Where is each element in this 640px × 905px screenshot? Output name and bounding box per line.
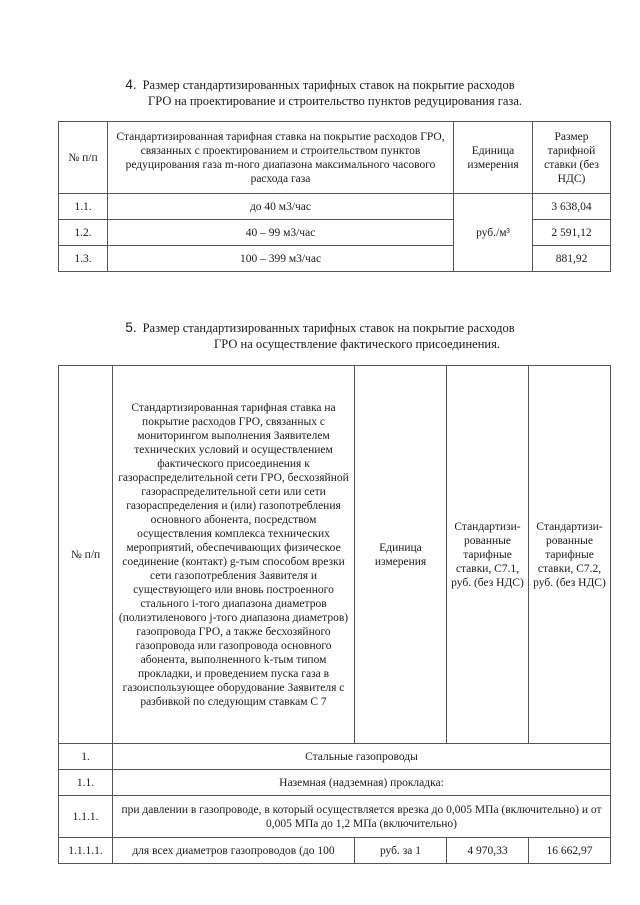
row-section-text: Стальные газопроводы — [113, 744, 611, 770]
header-unit: Единица измерения — [454, 122, 533, 194]
row-num: 1.1. — [59, 770, 113, 796]
header-unit: Единица измерения — [355, 366, 447, 744]
row-value: 2 591,12 — [533, 220, 611, 246]
section-4-title-text: Размер стандартизированных тарифных ставок на покрытие расходов — [142, 78, 515, 92]
row-value: 881,92 — [533, 246, 611, 272]
table-row — [59, 838, 611, 864]
row-num: 1.2. — [59, 220, 108, 246]
row-desc: 100 – 399 м3/час — [108, 246, 454, 272]
section-5-number: 5. — [125, 320, 137, 335]
table-header-row — [59, 122, 611, 194]
table-header-row — [59, 366, 611, 744]
header-size: Размер тарифной ставки (без НДС) — [533, 122, 611, 194]
table-row — [59, 770, 611, 796]
section-5-title-text: Размер стандартизированных тарифных ставок на покрытие расходов — [142, 321, 515, 335]
row-num: 1. — [59, 744, 113, 770]
row-c72: 16 662,97 — [529, 838, 611, 864]
section-5-title-line2: ГРО на осуществление фактического присоединения. — [214, 337, 500, 351]
row-num: 1.1.1. — [59, 796, 113, 838]
row-value: 3 638,04 — [533, 194, 611, 220]
section-4-title — [0, 77, 640, 109]
table-row — [59, 194, 611, 220]
header-c71: Стандартизи-рованные тарифные ставки, С7.1, руб. (без НДС) — [447, 366, 529, 744]
header-num: № п/п — [59, 366, 113, 744]
row-c71: 4 970,33 — [447, 838, 529, 864]
section-4-number: 4. — [125, 77, 137, 92]
row-unit: руб. за 1 — [355, 838, 447, 864]
row-num: 1.1.1.1. — [59, 838, 113, 864]
table-row — [59, 744, 611, 770]
section-5-title — [0, 320, 640, 352]
row-num: 1.3. — [59, 246, 108, 272]
unit-cell: руб./м³ — [454, 194, 533, 272]
section-5-title-line1 — [0, 320, 640, 336]
header-description: Стандартизированная тарифная ставка на покрытие расходов ГРО, связанных с проектированием и строительством пунктов редуцирования газа m-ного диапазона максимального часового расхода газа — [108, 122, 454, 194]
row-desc: 40 – 99 м3/час — [108, 220, 454, 246]
tariff-table-2 — [58, 365, 611, 864]
header-num: № п/п — [59, 122, 108, 194]
row-desc: для всех диаметров газопроводов (до 100 — [113, 838, 355, 864]
row-section-text: Наземная (надземная) прокладка: — [113, 770, 611, 796]
table-row — [59, 796, 611, 838]
section-4-title-line2: ГРО на проектирование и строительство пунктов редуцирования газа. — [147, 94, 522, 108]
tariff-table-1 — [58, 121, 611, 272]
section-4-title-line1 — [0, 77, 640, 93]
row-section-text: при давлении в газопроводе, в который осуществляется врезка до 0,005 МПа (включительно) и от 0,005 МПа до 1,2 МПа (включительно) — [113, 796, 611, 838]
row-num: 1.1. — [59, 194, 108, 220]
header-c72: Стандартизи-рованные тарифные ставки, С7.2, руб. (без НДС) — [529, 366, 611, 744]
row-desc: до 40 м3/час — [108, 194, 454, 220]
header-description: Стандартизированная тарифная ставка на покрытие расходов ГРО, связанных с мониторингом выполнения Заявителем технических условий и осуществлением фактического присоединения к газораспределительной сети ГРО, бесхозяйной газораспределительной сети или сети газораспределения и (или) газопотребления основного абонента, посредством осуществления комплекса технических мероприятий, обеспечивающих физическое соединение (контакт) g-тым способом врезки сети газопотребления Заявителя и существующего или вновь построенного стального i-того диапазона диаметров (полиэтиленового j-того диапазона диаметров) газопровода ГРО, а также бесхозяйного газопровода или газопровода основного абонента, выполненного k-тым типом прокладки, и проведением пуска газа в газоиспользующее оборудование Заявителя с разбивкой по следующим ставкам С 7 — [113, 366, 355, 744]
